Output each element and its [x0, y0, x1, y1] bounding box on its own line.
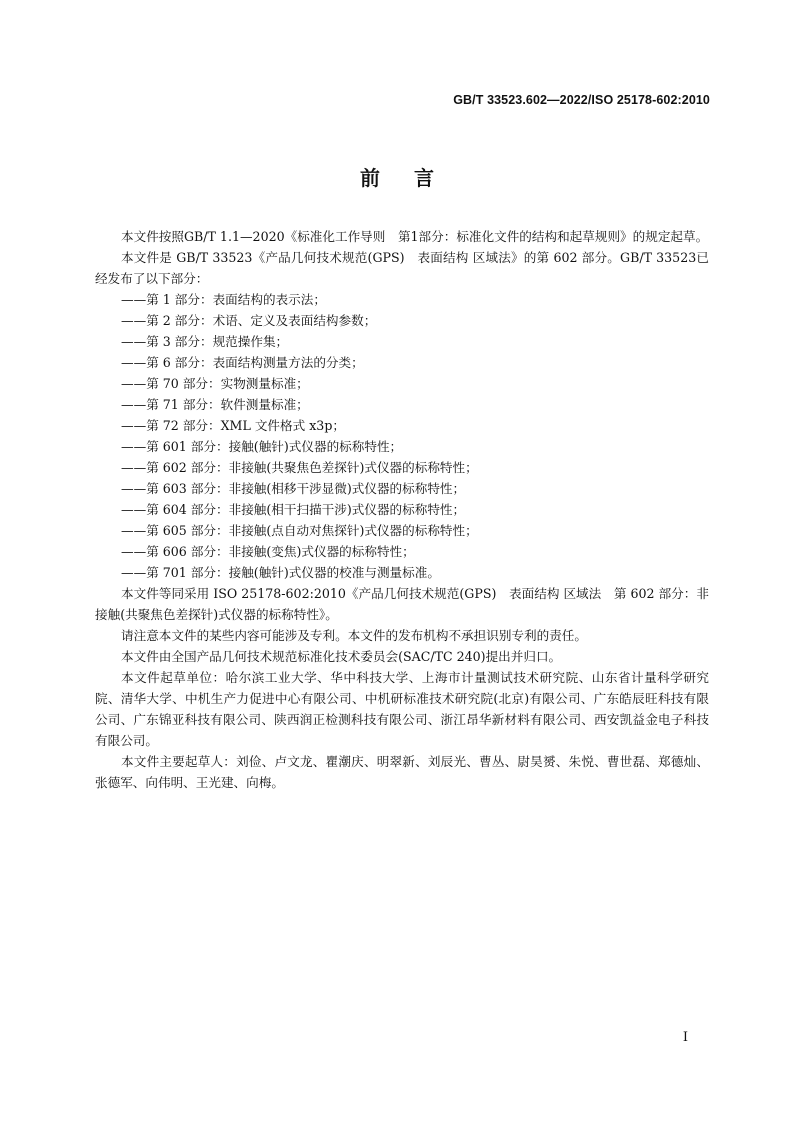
list-item: ——第 701 部分：接触(触针)式仪器的校准与测量标准。 [121, 565, 440, 580]
list-item: ——第 604 部分：非接触(相干扫描干涉)式仪器的标称特性； [121, 502, 466, 517]
page-title: 前言 [360, 166, 468, 190]
list-item: ——第 602 部分：非接触(共聚焦色差探针)式仪器的标称特性； [121, 460, 478, 475]
list-item: ——第 2 部分：术语、定义及表面结构参数； [121, 313, 377, 328]
standard-code: GB/T 33523.602—2022/ISO 25178-602:2010 [453, 93, 710, 107]
paragraph-patent-notice: 请注意本文件的某些内容可能涉及专利。本文件的发布机构不承担识别专利的责任。 [121, 628, 587, 643]
page-number: I [682, 1030, 688, 1045]
list-item: ——第 601 部分：接触(触针)式仪器的标称特性； [121, 439, 403, 454]
list-item: ——第 605 部分：非接触(点自动对焦探针)式仪器的标称特性； [121, 523, 478, 538]
paragraph-drafting-rules: 本文件按照GB/T 1.1—2020《标准化工作导则 第1部分：标准化文件的结构和起草规则》的规定起草。 [121, 229, 709, 244]
list-item: ——第 3 部分：规范操作集； [121, 334, 289, 349]
paragraph-adoption: 本文件等同采用 ISO 25178-602:2010《产品几何技术规范(GPS) 表面结构 区域法 第 602 部分：非接触(共聚焦色差探针)式仪器的标称特性》。 [95, 586, 709, 622]
foreword-body [95, 226, 709, 793]
list-item: ——第 6 部分：表面结构测量方法的分类； [121, 355, 364, 370]
list-item: ——第 603 部分：非接触(相移干涉显微)式仪器的标称特性； [121, 481, 466, 496]
paragraph-drafting-units: 本文件起草单位：哈尔滨工业大学、华中科技大学、上海市计量测试技术研究院、山东省计量科学研究院、清华大学、中机生产力促进中心有限公司、中机研标准技术研究院(北京)有限公司、广东皓辰旺科技有限公司、广东锦亚科技有限公司、陕西润正检测科技有限公司、浙江昂华新材料有限公司、西安凯益金电子科技有限公司。 [95, 670, 709, 748]
list-item: ——第 72 部分：XML 文件格式 x3p； [121, 418, 345, 433]
paragraph-drafters: 本文件主要起草人：刘俭、卢文龙、瞿潮庆、明翠新、刘辰光、曹丛、尉昊赟、朱悦、曹世磊、郑德灿、张德军、向伟明、王光建、向梅。 [95, 754, 709, 790]
list-item: ——第 606 部分：非接触(变焦)式仪器的标称特性； [121, 544, 415, 559]
paragraph-committee: 本文件由全国产品几何技术规范标准化技术委员会(SAC/TC 240)提出并归口。 [121, 649, 562, 664]
list-item: ——第 1 部分：表面结构的表示法； [121, 292, 326, 307]
list-item: ——第 71 部分：软件测量标准； [121, 397, 309, 412]
list-item: ——第 70 部分：实物测量标准； [121, 376, 309, 391]
paragraph-part-info: 本文件是 GB/T 33523《产品几何技术规范(GPS) 表面结构 区域法》的第 602 部分。GB/T 33523已经发布了以下部分： [95, 250, 709, 286]
